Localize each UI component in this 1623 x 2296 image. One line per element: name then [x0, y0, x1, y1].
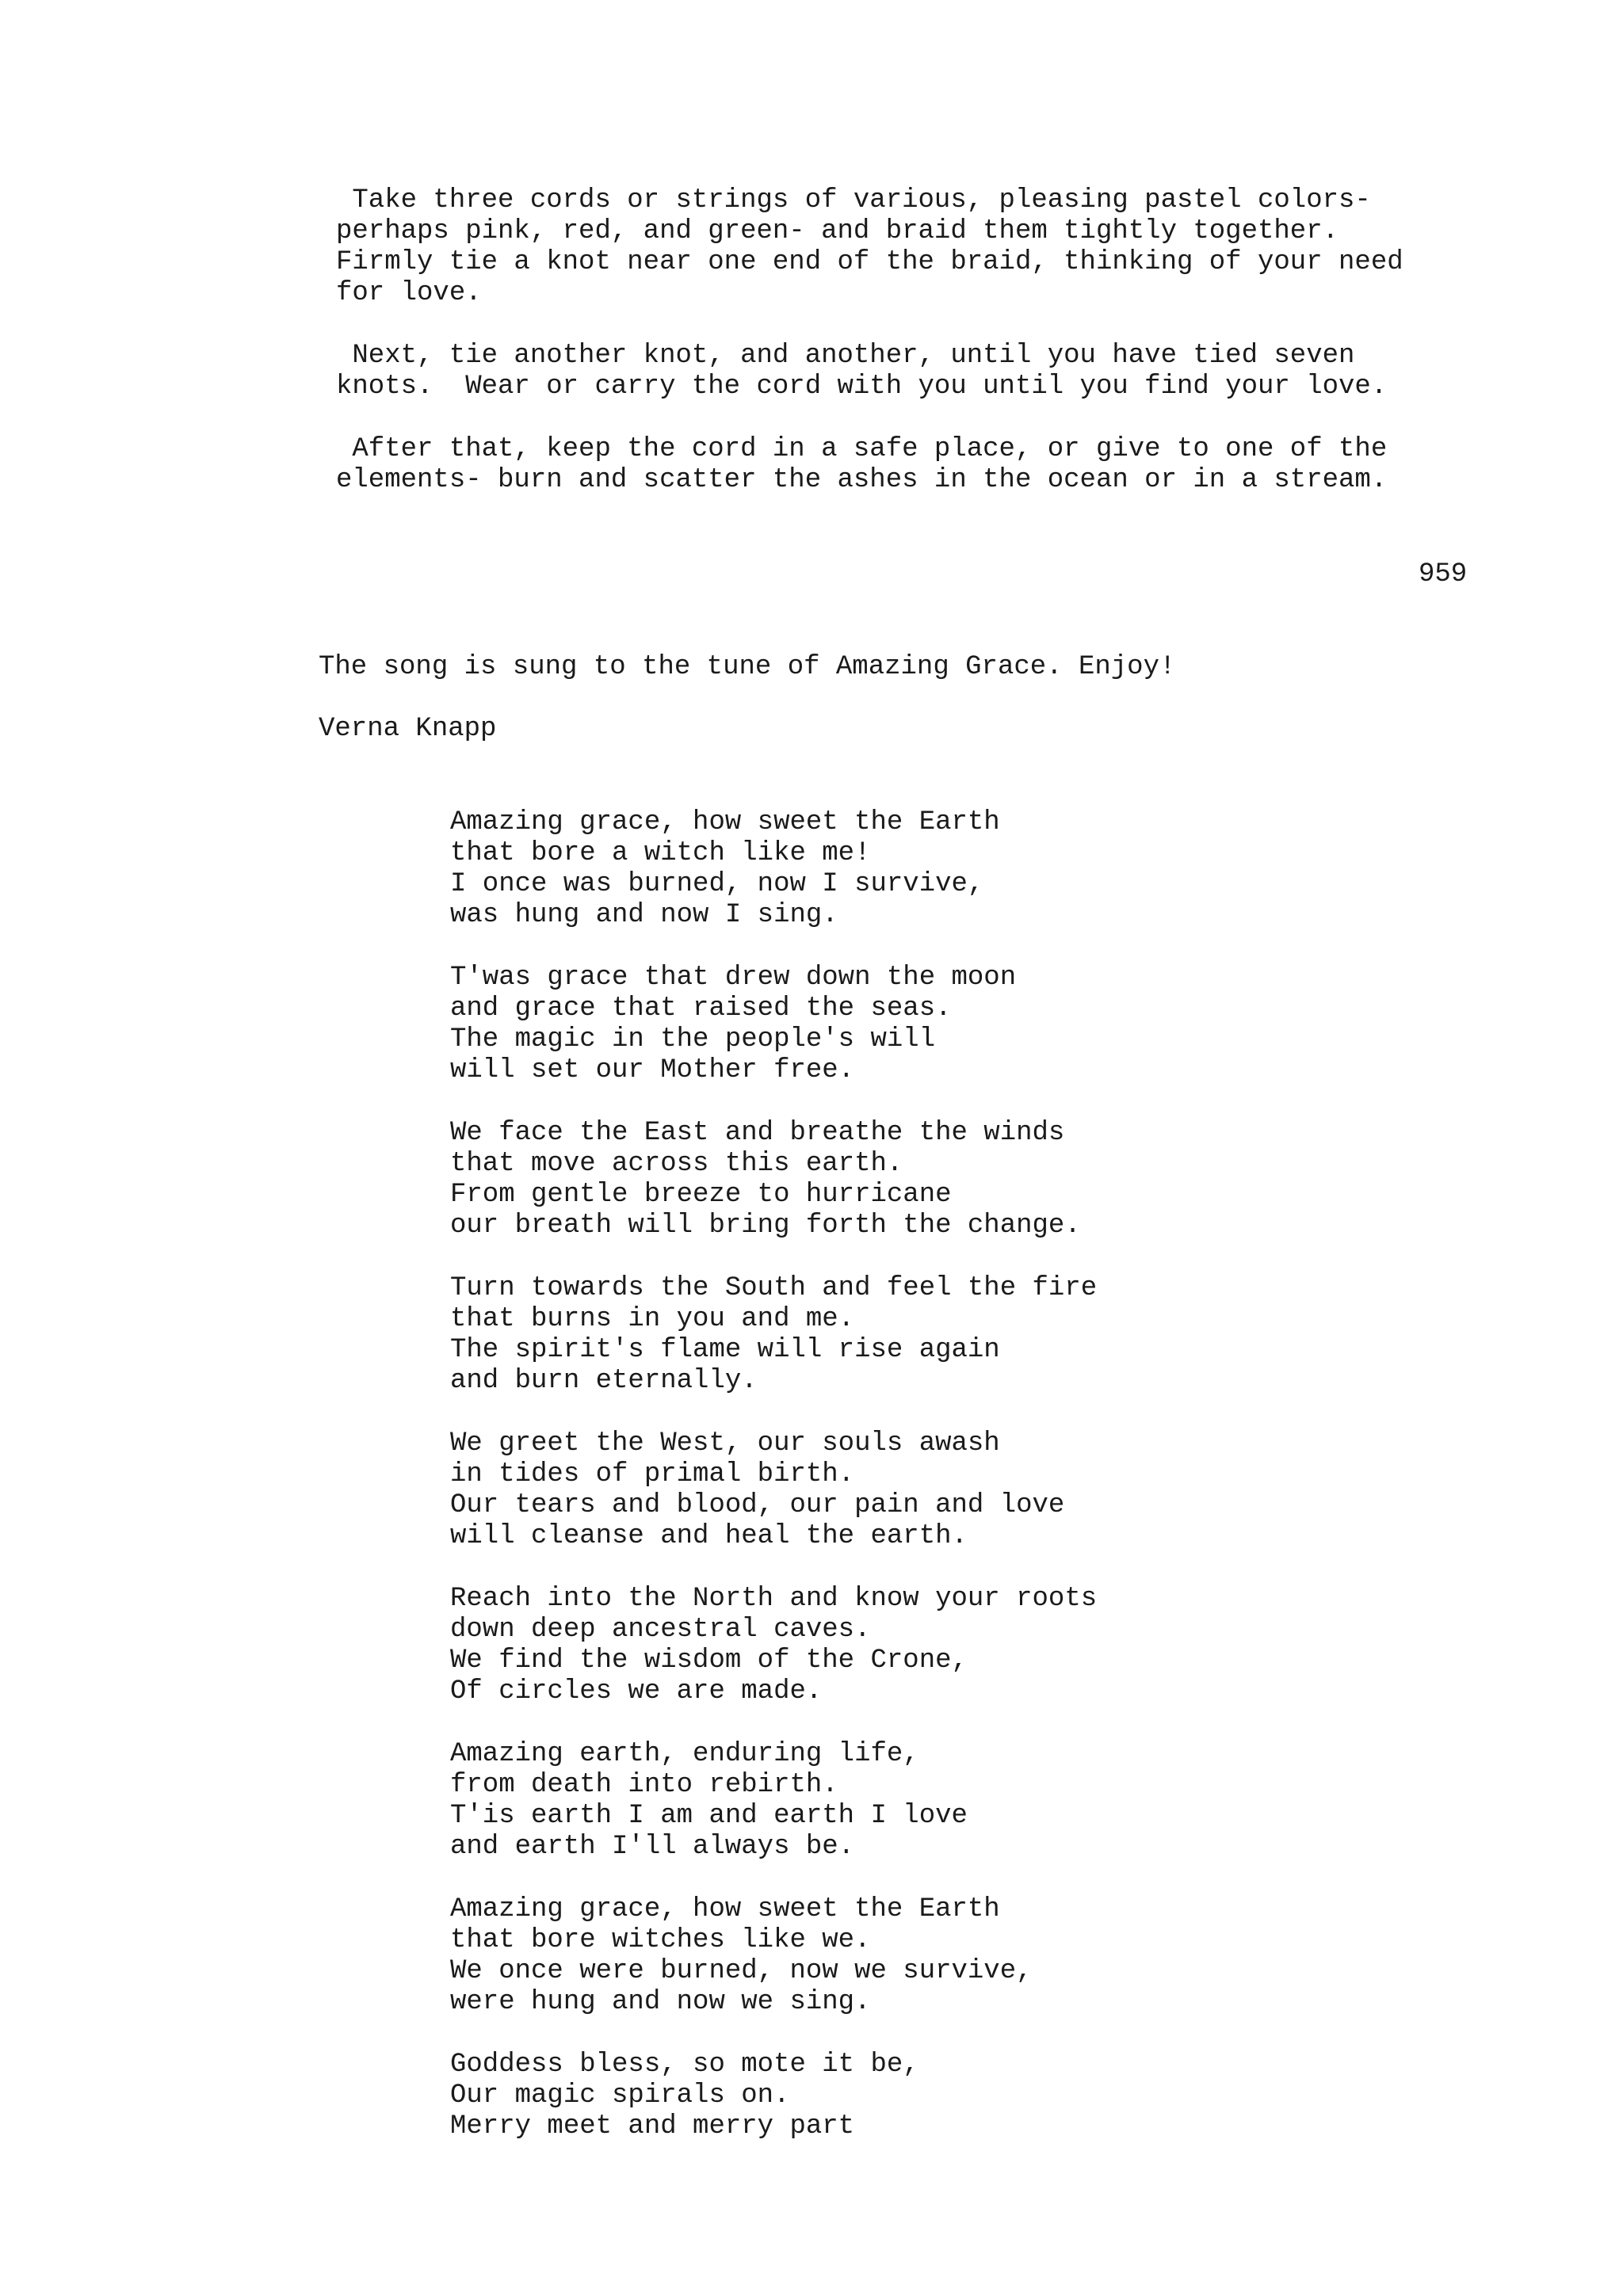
song-stanza [450, 807, 1000, 931]
song-stanza [450, 1118, 1081, 1241]
stanza-line: We once were burned, now we survive, [450, 1956, 1033, 1986]
stanza-line: I once was burned, now I survive, [450, 869, 984, 899]
stanza-line: Amazing grace, how sweet the Earth [450, 1894, 1000, 1924]
paragraph-braid-cords [336, 185, 1403, 309]
paragraph-line: knots. Wear or carry the cord with you until you find your love. [336, 372, 1388, 402]
author-name: Verna Knapp [319, 714, 497, 744]
stanza-line: our breath will bring forth the change. [450, 1211, 1081, 1241]
stanza-line: The magic in the people's will [450, 1024, 936, 1055]
song-stanza [450, 963, 1016, 1086]
stanza-line: The spirit's flame will rise again [450, 1335, 1000, 1365]
stanza-line: that move across this earth. [450, 1149, 903, 1179]
stanza-line: Amazing earth, enduring life, [450, 1739, 919, 1769]
stanza-line: was hung and now I sing. [450, 900, 838, 930]
stanza-line: from death into rebirth. [450, 1770, 838, 1800]
stanza-line: We face the East and breathe the winds [450, 1118, 1065, 1148]
page-number: 959 [1419, 559, 1468, 589]
stanza-line: Reach into the North and know your roots [450, 1584, 1098, 1614]
stanza-line: will cleanse and heal the earth. [450, 1521, 968, 1551]
stanza-line: T'was grace that drew down the moon [450, 963, 1017, 993]
stanza-line: and burn eternally. [450, 1366, 758, 1396]
paragraph-line: Take three cords or strings of various, pleasing pastel colors- [336, 185, 1371, 215]
stanza-line: were hung and now we sing. [450, 1987, 871, 2017]
stanza-line: We find the wisdom of the Crone, [450, 1646, 968, 1676]
stanza-line: Merry meet and merry part [450, 2111, 855, 2142]
paragraph-line: elements- burn and scatter the ashes in the ocean or in a stream. [336, 465, 1388, 495]
paragraph-line: Next, tie another knot, and another, until you have tied seven [336, 341, 1355, 371]
stanza-line: in tides of primal birth. [450, 1459, 855, 1489]
stanza-line: Amazing grace, how sweet the Earth [450, 807, 1000, 837]
stanza-line: Our tears and blood, our pain and love [450, 1490, 1065, 1520]
song-stanza [450, 1739, 968, 1863]
paragraph-line: After that, keep the cord in a safe place, or give to one of the [336, 434, 1388, 464]
paragraph-line: Firmly tie a knot near one end of the braid, thinking of your need [336, 247, 1403, 277]
stanza-line: that bore witches like we. [450, 1925, 871, 1955]
song-intro: The song is sung to the tune of Amazing Grace. Enjoy! [319, 652, 1176, 682]
paragraph-line: for love. [336, 278, 482, 308]
stanza-line: Of circles we are made. [450, 1676, 823, 1707]
stanza-line: T'is earth I am and earth I love [450, 1801, 968, 1831]
song-stanza [450, 1894, 1033, 2018]
song-stanza [450, 1428, 1064, 1552]
song-stanza [450, 1584, 1097, 1707]
paragraph-keep-cord [336, 434, 1387, 496]
stanza-line: down deep ancestral caves. [450, 1615, 871, 1645]
song-stanza [450, 2050, 919, 2142]
stanza-line: and earth I'll always be. [450, 1832, 855, 1862]
stanza-line: Turn towards the South and feel the fire [450, 1273, 1098, 1303]
stanza-line: and grace that raised the seas. [450, 994, 952, 1024]
paragraph-line: perhaps pink, red, and green- and braid them tightly together. [336, 216, 1339, 246]
paragraph-tie-knots [336, 341, 1387, 402]
stanza-line: will set our Mother free. [450, 1055, 855, 1085]
stanza-line: that burns in you and me. [450, 1304, 855, 1334]
stanza-line: Goddess bless, so mote it be, [450, 2050, 919, 2080]
stanza-line: From gentle breeze to hurricane [450, 1180, 952, 1210]
stanza-line: that bore a witch like me! [450, 838, 871, 868]
stanza-line: Our magic spirals on. [450, 2081, 790, 2111]
stanza-line: We greet the West, our souls awash [450, 1428, 1000, 1459]
song-stanza [450, 1273, 1097, 1397]
